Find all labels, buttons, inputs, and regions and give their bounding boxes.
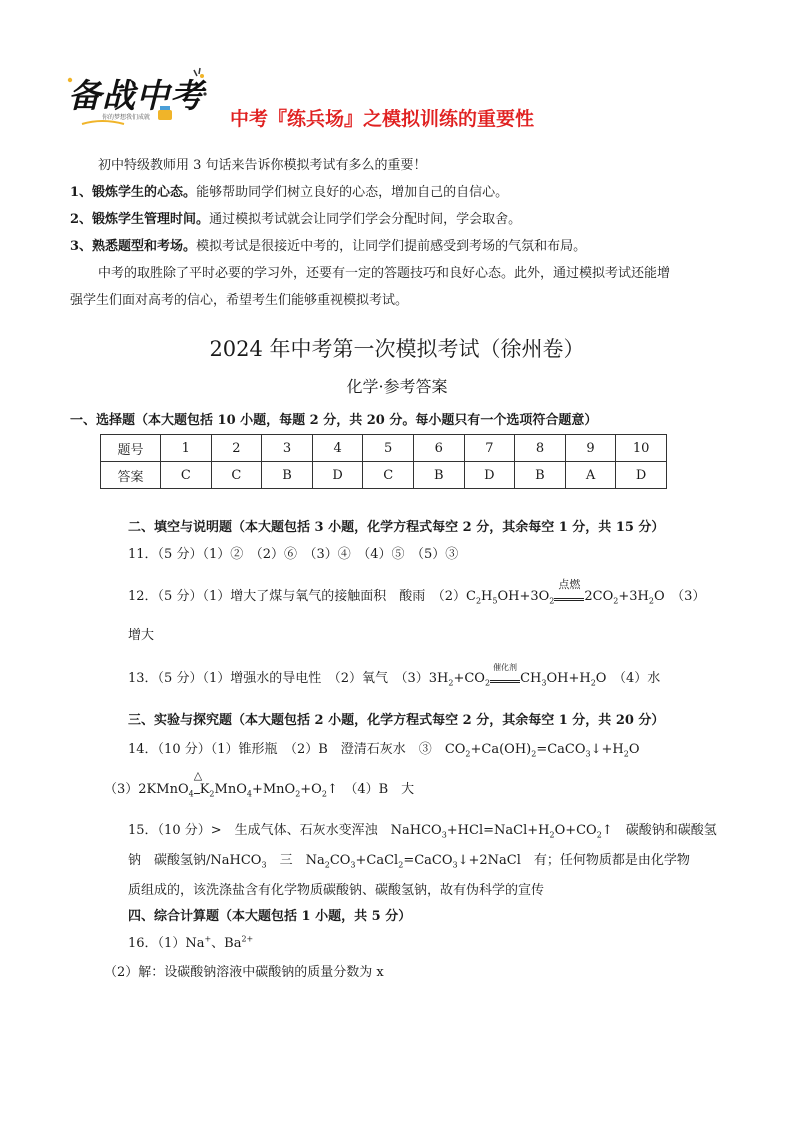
q14-answer-line1: 14．（10 分）（1）锥形瓶 （2）B 澄清石灰水 ③ $CO_2+Ca(OH)_2=CaCO_3↓+H_2O$ [128, 742, 640, 759]
q16-sep: 、Ba [211, 936, 242, 951]
question-number: 5 [363, 435, 414, 462]
promo-closing-line1: 中考的取胜除了平时必要的学习外，还要有一定的答题技巧和良好心态。此外，通过模拟考试还能增 [98, 266, 671, 281]
reaction-arrow [490, 663, 520, 686]
answer-cell: D [464, 462, 515, 489]
table-row [101, 462, 667, 489]
q16-answer-line1: 16．（1）Na+、$Ba^{2+}$ [128, 934, 254, 951]
point-body: 模拟考试是很接近中考的，让同学们提前感受到考场的气氛和布局。 [196, 239, 587, 254]
section2-heading: 二、填空与说明题（本大题包括 3 小题，化学方程式每空 2 分，其余每空 1 分，共 15 分） [128, 520, 665, 535]
q15-tail: 碳酸钠和碳酸氢 [625, 823, 717, 838]
q15-tail: 有；任何物质都是由化学物 [533, 853, 690, 868]
answer-table [100, 434, 667, 489]
promo-title: 中考『练兵场』之模拟训练的重要性 [230, 108, 535, 130]
answer-cell: B [413, 462, 464, 489]
table-header-answer: 答案 [101, 462, 161, 489]
q13-answer: 13．（5 分）（1）增强水的导电性 （2）氧气 $(3)3H_2+CO_2$ 催化剂 $CH_3OH+H_2O$ （4）水 [128, 663, 661, 688]
question-number: 10 [616, 435, 667, 462]
q15-text: 15．（10 分）> 生成气体、石灰水变浑浊 [128, 823, 378, 838]
answer-cell: D [312, 462, 363, 489]
answer-cell: A [565, 462, 616, 489]
exam-subtitle: 化学·参考答案 [346, 377, 448, 396]
q12-answer-line1: 12．（5 分）（1）增大了煤与氧气的接触面积 酸雨 $(2)C_2H_5OH+3O_2$ 点燃 $2CO_2+3H_2O$ （3） [128, 578, 706, 606]
q13-text: 13．（5 分）（1）增强水的导电性 （2）氧气 （3） [128, 671, 429, 686]
table-header-question: 题号 [101, 435, 161, 462]
section4-heading: 四、综合计算题（本大题包括 1 小题，共 5 分） [128, 909, 412, 924]
point-heading: 锻炼学生的心态。 [92, 185, 197, 200]
point-heading: 熟悉题型和考场。 [92, 239, 197, 254]
answer-cell: C [211, 462, 262, 489]
q15-mid: 三 [279, 853, 293, 868]
reaction-condition: 催化剂 [493, 663, 518, 672]
point-number: 1、 [70, 185, 93, 200]
q14-part4: （4）B 大 [350, 782, 415, 797]
q16-answer-line2: （2）解：设碳酸钠溶液中碳酸钠的质量分数为 x [104, 965, 384, 980]
reaction-condition: △ [193, 769, 203, 782]
question-number: 9 [565, 435, 616, 462]
q12-answer-line2: 增大 [128, 628, 155, 643]
question-number: 7 [464, 435, 515, 462]
answer-cell: B [515, 462, 566, 489]
promo-intro: 初中特级教师用 3 句话来告诉你模拟考试有多么的重要！ [98, 158, 427, 173]
q11-answer: 11．（5 分）（1）② （2）⑥ （3）④ （4）⑤ （5）③ [128, 547, 459, 562]
q12-text: 12．（5 分）（1）增大了煤与氧气的接触面积 酸雨 （2）C [128, 589, 476, 604]
q15-text: 钠 碳酸氢钠/NaHCO [128, 853, 262, 868]
answer-cell: C [161, 462, 212, 489]
promo-point-2 [70, 208, 521, 227]
q13-tail: （4）水 [619, 671, 661, 686]
q12-tail: （3） [677, 589, 706, 604]
answer-cell: D [616, 462, 667, 489]
point-body: 能够帮助同学们树立良好的心态，增加自己的自信心。 [196, 185, 509, 200]
logo-subtext: 你的梦想我们成就 [102, 114, 151, 121]
question-number: 6 [413, 435, 464, 462]
answer-cell: C [363, 462, 414, 489]
q14-part3: （3） [104, 782, 139, 797]
question-number: 4 [312, 435, 363, 462]
table-row [101, 435, 667, 462]
q14-text: 14．（10 分）（1）锥形瓶 （2）B 澄清石灰水 ③ [128, 742, 432, 757]
point-number: 3、 [70, 239, 93, 254]
answer-cell: B [262, 462, 313, 489]
q15-answer-line1: 15．（10 分）> 生成气体、石灰水变浑浊 $NaHCO_3+HCl=NaCl+H_2O+CO_2↑$ 碳酸钠和碳酸氢 [128, 823, 717, 840]
question-number: 2 [211, 435, 262, 462]
q15-answer-line2: 钠 碳酸氢钠/NaHCO$_3$ 三 $Na_2CO_3+CaCl_2=CaCO_3↓+2NaCl$ 有；任何物质都是由化学物 [128, 853, 690, 870]
section1-heading: 一、选择题（本大题包括 10 小题，每题 2 分，共 20 分。每小题只有一个选项符合题意） [70, 413, 598, 428]
promo-point-1 [70, 181, 508, 200]
question-number: 8 [515, 435, 566, 462]
q14-answer-line2: （3）2KMnO$_4$ △ $K_2MnO_4+MnO_2+O_2↑$ （4）B 大 [104, 769, 415, 799]
promo-point-3 [70, 235, 586, 254]
reaction-arrow [193, 769, 203, 797]
question-number: 1 [161, 435, 212, 462]
exam-title: 2024 年中考第一次模拟考试（徐州卷） [209, 337, 585, 361]
reaction-arrow [554, 578, 584, 604]
q15-answer-line3: 质组成的，该洗涤盐含有化学物质碳酸钠、碳酸氢钠，故有伪科学的宣传 [128, 883, 545, 898]
question-number: 3 [262, 435, 313, 462]
q16-text: 16．（1）Na [128, 936, 205, 951]
point-number: 2、 [70, 212, 93, 227]
logo-text: 备战中考 [68, 76, 204, 115]
point-heading: 锻炼学生管理时间。 [92, 212, 210, 227]
section3-heading: 三、实验与探究题（本大题包括 2 小题，化学方程式每空 2 分，其余每空 1 分，共 20 分） [128, 713, 665, 728]
brand-logo [62, 66, 212, 130]
point-body: 通过模拟考试就会让同学们学会分配时间，学会取舍。 [209, 212, 522, 227]
promo-closing-line2: 强学生们面对高考的信心，希望考生们能够重视模拟考试。 [70, 293, 409, 308]
reaction-condition: 点燃 [558, 578, 581, 591]
